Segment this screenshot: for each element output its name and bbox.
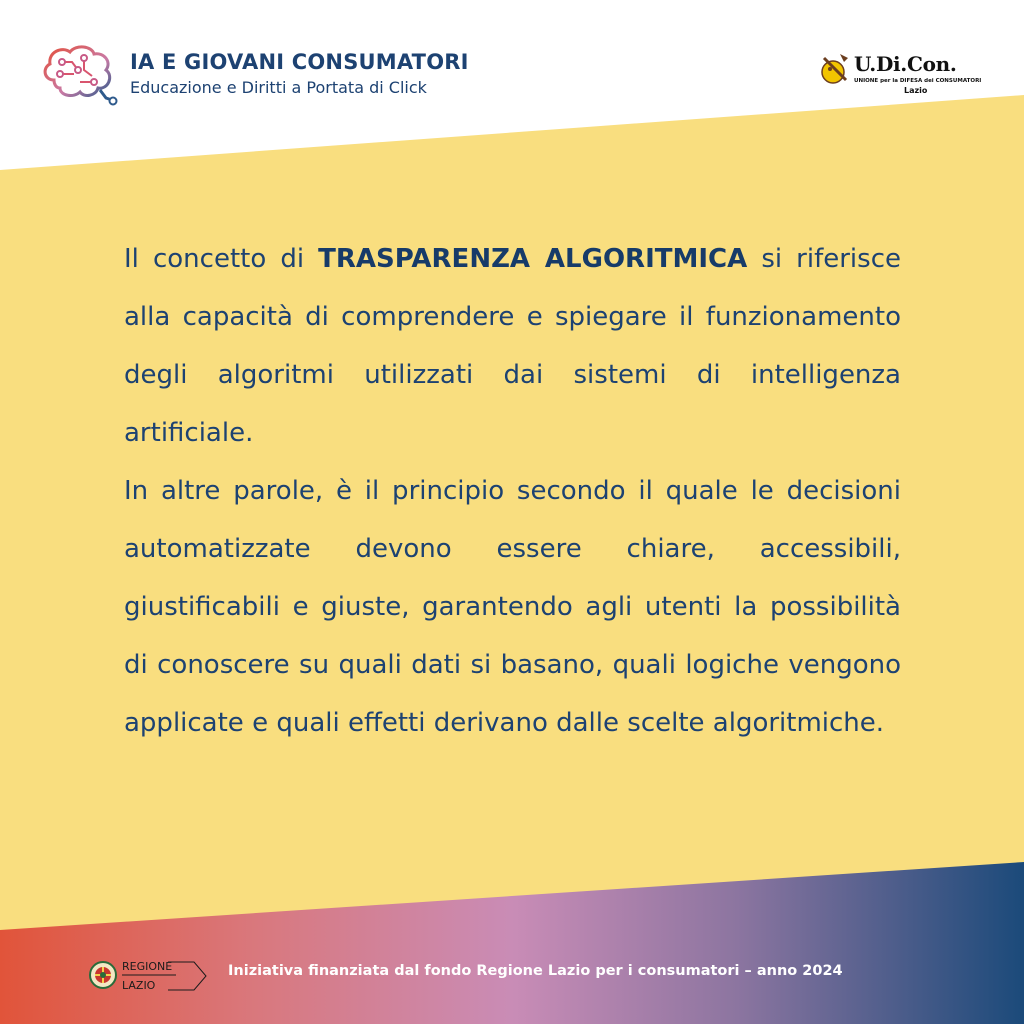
header-subtitle: Educazione e Diritti a Portata di Click	[130, 78, 427, 97]
header-title: IA E GIOVANI CONSUMATORI	[130, 50, 469, 74]
intro-after: si riferisce alla capacità di comprendere e spiegare il funzionamento degli algoritmi utilizzati dai sistemi di intelligenza artificiale.	[124, 244, 901, 448]
regione-lazio-logo	[88, 958, 208, 994]
regione-lazio-emblem-icon	[88, 960, 118, 990]
intro-before: Il concetto di	[124, 244, 319, 274]
paragraph-2: In altre parole, è il principio secondo il quale le decisioni automatizzate devono essere chiare, accessibili, giustificabili e giuste, garantendo agli utenti la possibilità di conoscere su quali dati si basano, quali logiche vengono applicate e quali effetti derivano dalle scelte algoritmiche.	[124, 476, 901, 738]
region-line-2: LAZIO	[122, 979, 156, 992]
footer-funding-text: Iniziativa finanziata dal fondo Regione Lazio per i consumatori – anno 2024	[228, 963, 843, 979]
main-text	[124, 230, 901, 752]
highlight-term: TRASPARENZA ALGORITMICA	[318, 244, 748, 274]
partner-tagline: UNIONE per la DIFESA dei CONSUMATORI	[854, 78, 982, 84]
udicon-logo	[818, 48, 988, 100]
regione-lazio-wordmark	[122, 960, 172, 992]
brain-circuit-icon	[40, 40, 120, 106]
udicon-logo-icon	[818, 48, 856, 90]
partner-region: Lazio	[904, 86, 928, 95]
partner-name: U.Di.Con.	[854, 52, 957, 76]
paragraph-1	[124, 230, 901, 462]
region-line-1: REGIONE	[122, 960, 173, 973]
